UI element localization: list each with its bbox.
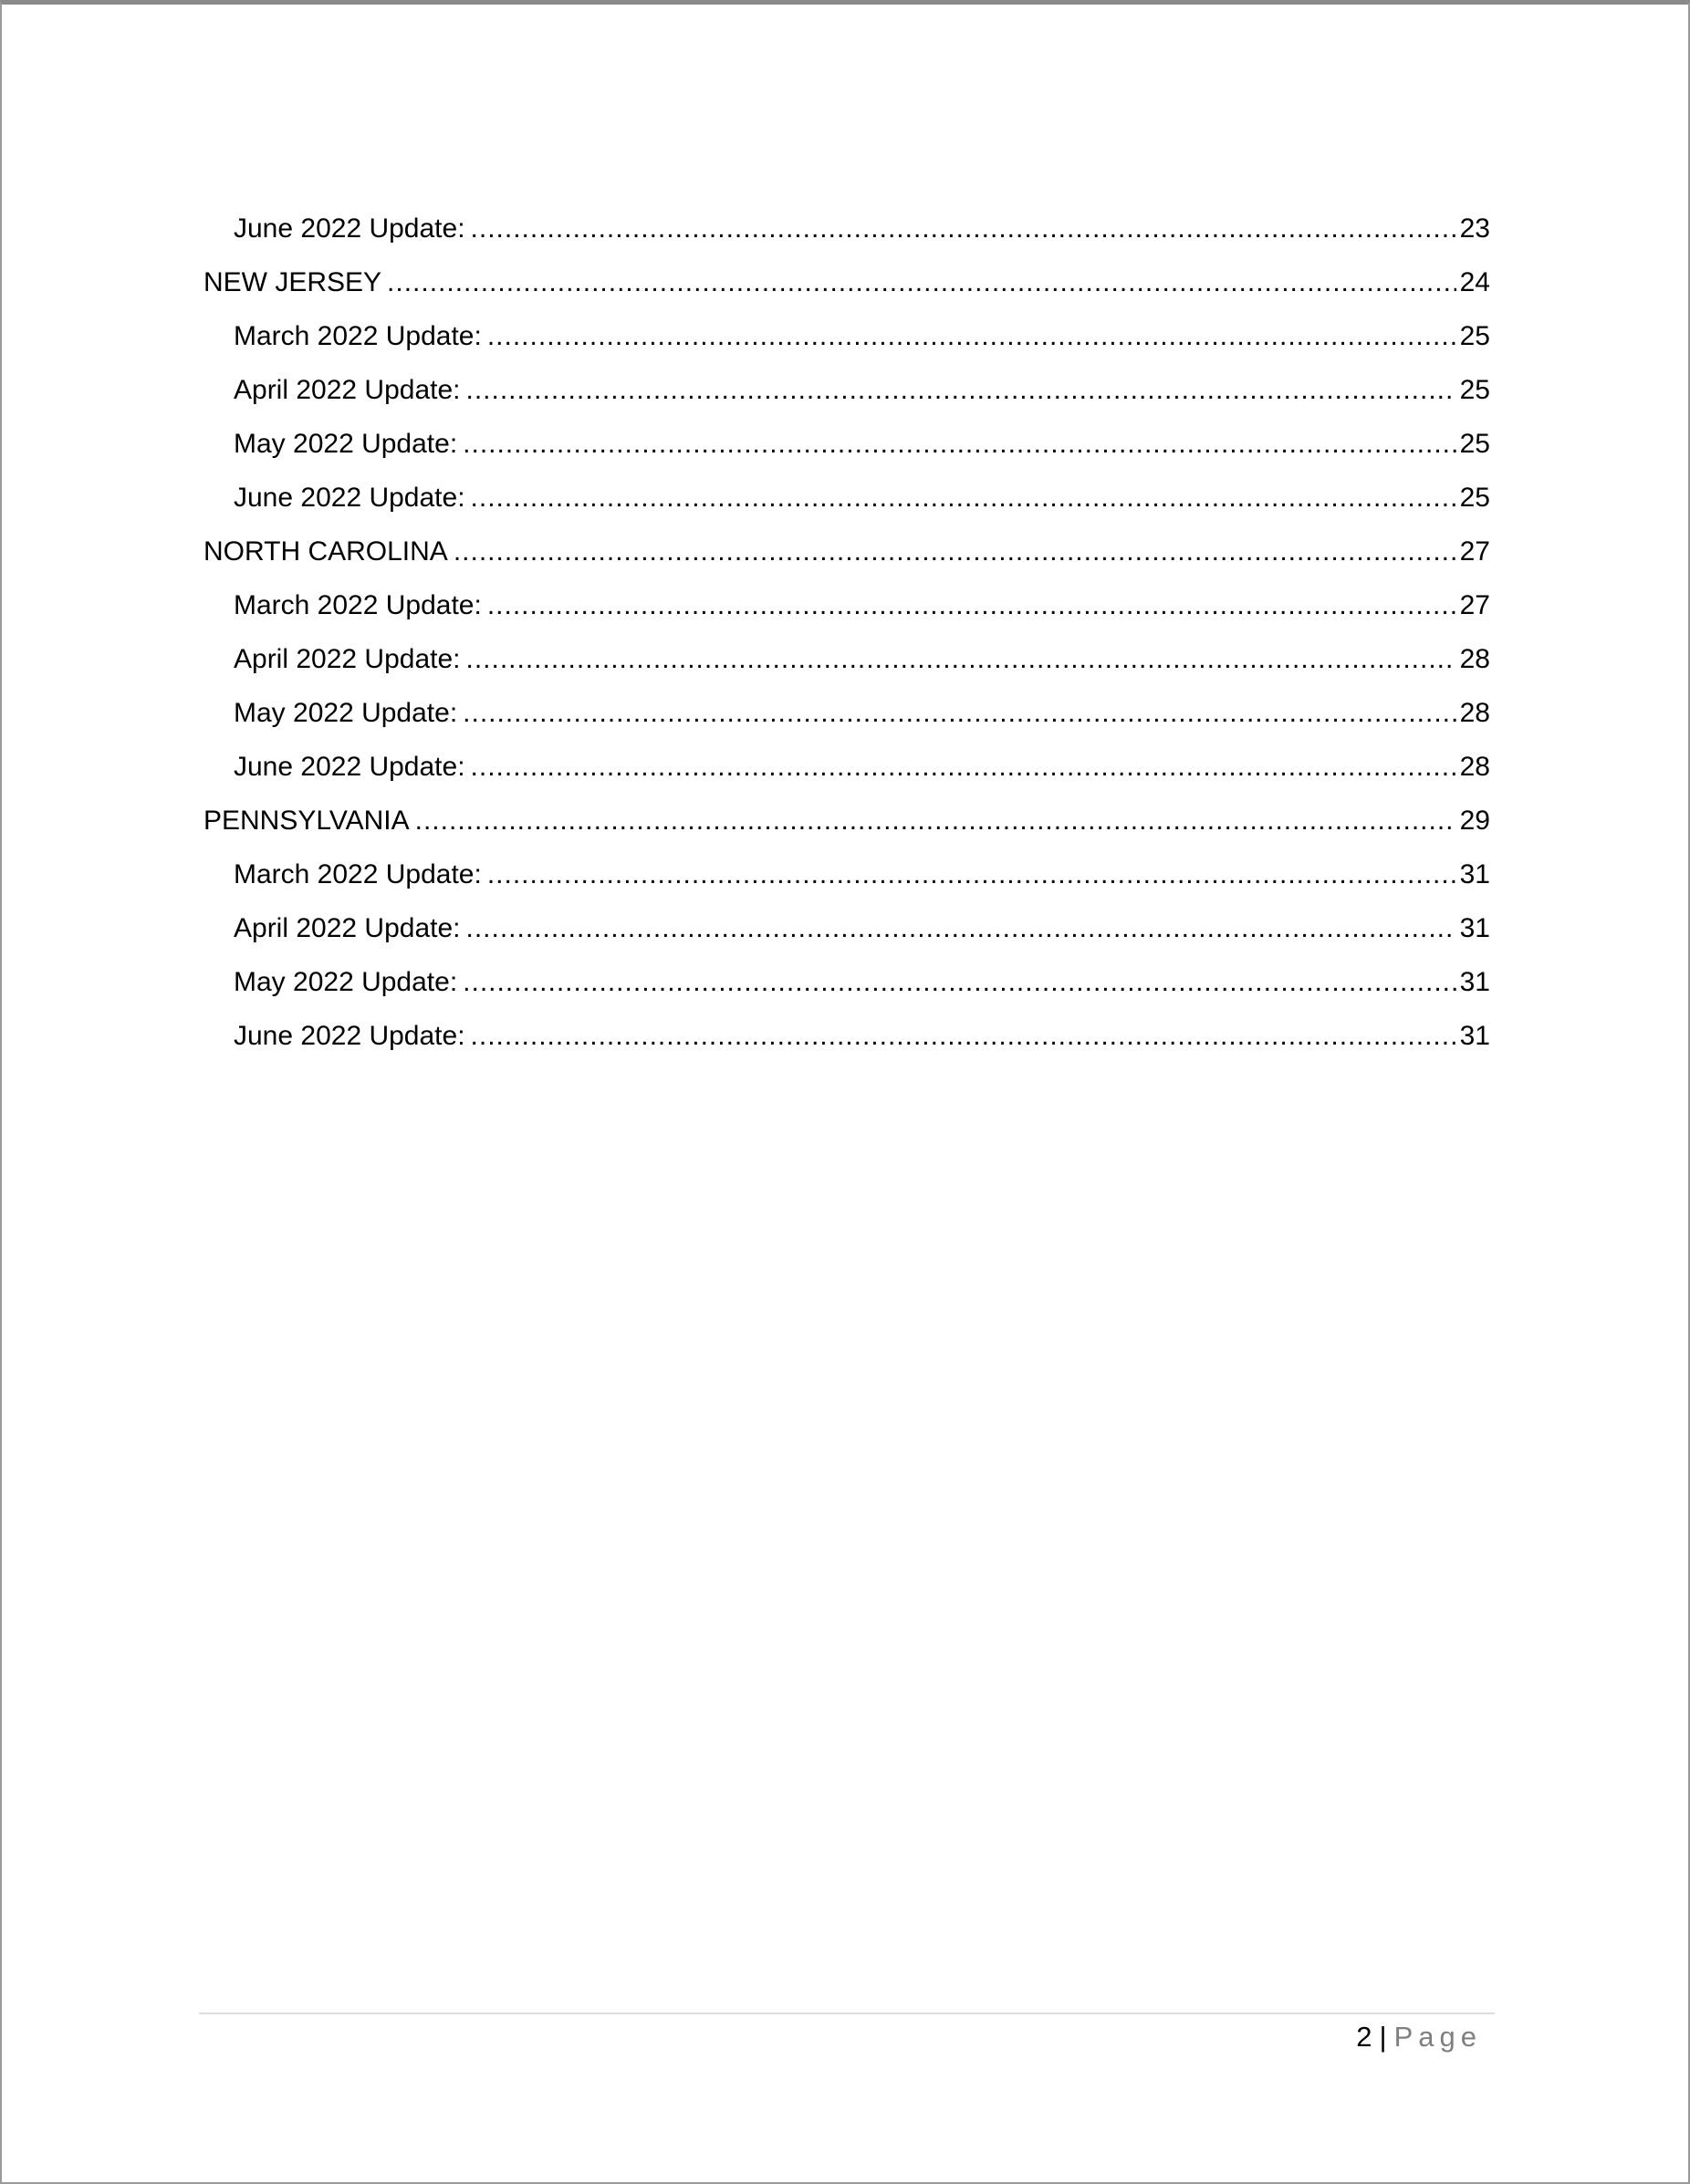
toc-entry-april-2022-update[interactable]: [203, 632, 1490, 686]
toc-dot-leader: [387, 255, 1456, 309]
footer-page-number: 2: [1356, 2021, 1372, 2053]
toc-entry-page-number: 27: [1459, 590, 1490, 620]
toc-entry-june-2022-update[interactable]: [203, 202, 1490, 255]
toc-entry-june-2022-update[interactable]: [203, 471, 1490, 525]
toc-entry-title: March 2022 Update:: [234, 321, 482, 351]
toc-entry-page-number: 31: [1459, 913, 1490, 943]
toc-entry-page-number: 27: [1459, 536, 1490, 567]
toc-entry-march-2022-update[interactable]: [203, 848, 1490, 901]
toc-entry-title: June 2022 Update:: [234, 213, 465, 244]
toc-entry-may-2022-update[interactable]: [203, 686, 1490, 740]
footer-divider: [199, 2012, 1495, 2014]
toc-entry-march-2022-update[interactable]: [203, 578, 1490, 632]
toc-entry-march-2022-update[interactable]: [203, 309, 1490, 363]
toc-dot-leader: [466, 632, 1456, 686]
toc-entry-title: March 2022 Update:: [234, 590, 482, 620]
toc-entry-north-carolina[interactable]: [203, 525, 1490, 578]
toc-dot-leader: [487, 578, 1456, 632]
toc-entry-title: May 2022 Update:: [234, 698, 458, 728]
toc-entry-may-2022-update[interactable]: [203, 955, 1490, 1009]
toc-entry-june-2022-update[interactable]: [203, 740, 1490, 794]
toc-dot-leader: [454, 525, 1456, 578]
toc-entry-page-number: 23: [1459, 213, 1490, 244]
toc-entry-page-number: 24: [1459, 267, 1490, 297]
toc-dot-leader: [487, 848, 1456, 901]
toc-entry-april-2022-update[interactable]: [203, 901, 1490, 955]
toc-entry-page-number: 25: [1459, 429, 1490, 459]
toc-entry-title: March 2022 Update:: [234, 859, 482, 889]
toc-entry-june-2022-update[interactable]: [203, 1009, 1490, 1063]
toc-entry-title: NEW JERSEY: [203, 267, 382, 297]
toc-entry-pennsylvania[interactable]: [203, 794, 1490, 848]
toc-entry-title: NORTH CAROLINA: [203, 536, 448, 567]
toc-entry-page-number: 28: [1459, 752, 1490, 782]
footer-page-word: Page: [1393, 2021, 1482, 2053]
table-of-contents: [203, 202, 1490, 1063]
toc-entry-page-number: 31: [1459, 967, 1490, 997]
toc-entry-title: June 2022 Update:: [234, 752, 465, 782]
toc-entry-page-number: 29: [1459, 806, 1490, 836]
toc-entry-page-number: 28: [1459, 644, 1490, 674]
toc-dot-leader: [471, 202, 1456, 255]
toc-entry-title: May 2022 Update:: [234, 429, 458, 459]
toc-dot-leader: [463, 686, 1455, 740]
toc-dot-leader: [471, 740, 1456, 794]
toc-entry-new-jersey[interactable]: [203, 255, 1490, 309]
toc-dot-leader: [487, 309, 1456, 363]
toc-entry-page-number: 28: [1459, 698, 1490, 728]
footer-separator: |: [1379, 2021, 1387, 2053]
toc-entry-page-number: 31: [1459, 859, 1490, 889]
toc-entry-title: June 2022 Update:: [234, 483, 465, 513]
toc-entry-page-number: 25: [1459, 483, 1490, 513]
toc-dot-leader: [463, 955, 1455, 1009]
toc-dot-leader: [463, 417, 1455, 471]
toc-entry-title: PENNSYLVANIA: [203, 806, 410, 836]
toc-entry-page-number: 25: [1459, 321, 1490, 351]
toc-entry-april-2022-update[interactable]: [203, 363, 1490, 417]
toc-entry-page-number: 25: [1459, 375, 1490, 405]
toc-dot-leader: [471, 471, 1456, 525]
toc-entry-title: April 2022 Update:: [234, 644, 461, 674]
toc-dot-leader: [415, 794, 1456, 848]
toc-entry-title: May 2022 Update:: [234, 967, 458, 997]
toc-dot-leader: [466, 901, 1456, 955]
toc-dot-leader: [466, 363, 1456, 417]
toc-entry-title: April 2022 Update:: [234, 913, 461, 943]
toc-entry-may-2022-update[interactable]: [203, 417, 1490, 471]
toc-entry-page-number: 31: [1459, 1021, 1490, 1051]
toc-dot-leader: [471, 1009, 1456, 1063]
toc-entry-title: June 2022 Update:: [234, 1021, 465, 1051]
toc-entry-title: April 2022 Update:: [234, 375, 461, 405]
page-footer: [1356, 2017, 1482, 2057]
